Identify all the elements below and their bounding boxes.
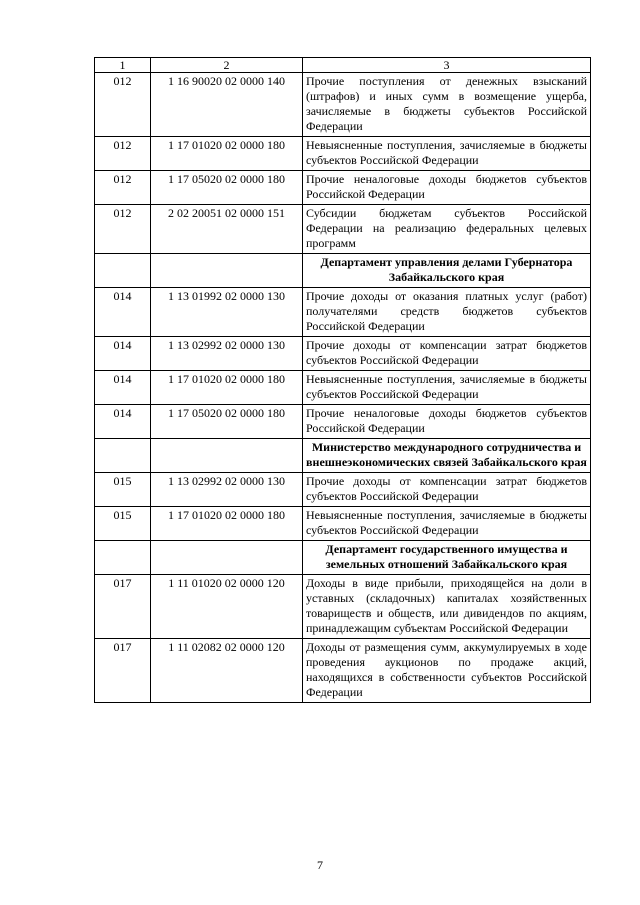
revenue-code-cell: 1 13 02992 02 0000 130 xyxy=(151,337,303,371)
department-title: Департамент государственного имущества и земельных отношений Забайкальского края xyxy=(303,541,591,575)
revenue-description-cell: Невыясненные поступления, зачисляемые в бюджеты субъектов Российской Федерации xyxy=(303,371,591,405)
admin-code-cell: 014 xyxy=(95,405,151,439)
admin-code-cell: 012 xyxy=(95,171,151,205)
table-row xyxy=(95,137,591,171)
revenue-code-cell: 1 17 05020 02 0000 180 xyxy=(151,171,303,205)
admin-code-cell: 015 xyxy=(95,473,151,507)
admin-code-cell: 014 xyxy=(95,288,151,337)
revenue-description-cell: Прочие неналоговые доходы бюджетов субъектов Российской Федерации xyxy=(303,171,591,205)
revenue-code-cell: 1 13 01992 02 0000 130 xyxy=(151,288,303,337)
revenue-description-cell: Прочие поступления от денежных взысканий (штрафов) и иных сумм в возмещение ущерба, зачисляемые в бюджеты субъектов Российской Федерации xyxy=(303,73,591,137)
revenue-description-cell: Прочие доходы от оказания платных услуг (работ) получателями средств бюджетов субъектов Российской Федерации xyxy=(303,288,591,337)
department-heading-row xyxy=(95,254,591,288)
table-row xyxy=(95,171,591,205)
revenue-description-cell: Прочие неналоговые доходы бюджетов субъектов Российской Федерации xyxy=(303,405,591,439)
empty-cell xyxy=(151,439,303,473)
admin-code-cell: 017 xyxy=(95,575,151,639)
admin-code-cell: 017 xyxy=(95,639,151,703)
empty-cell xyxy=(151,541,303,575)
department-heading-row xyxy=(95,541,591,575)
revenue-code-cell: 2 02 20051 02 0000 151 xyxy=(151,205,303,254)
revenue-description-cell: Субсидии бюджетам субъектов Российской Федерации на реализацию федеральных целевых программ xyxy=(303,205,591,254)
header-col-2: 2 xyxy=(151,58,303,73)
table-row xyxy=(95,575,591,639)
admin-code-cell: 012 xyxy=(95,137,151,171)
revenue-description-cell: Прочие доходы от компенсации затрат бюджетов субъектов Российской Федерации xyxy=(303,337,591,371)
admin-code-cell: 012 xyxy=(95,205,151,254)
table-row xyxy=(95,73,591,137)
department-heading-row xyxy=(95,439,591,473)
department-title: Министерство международного сотрудничества и внешнеэкономических связей Забайкальского края xyxy=(303,439,591,473)
table-row xyxy=(95,205,591,254)
revenue-description-cell: Доходы от размещения сумм, аккумулируемых в ходе проведения аукционов по продаже акций, находящихся в собственности субъектов Российской Федерации xyxy=(303,639,591,703)
table-row xyxy=(95,288,591,337)
revenue-description-cell: Доходы в виде прибыли, приходящейся на доли в уставных (складочных) капиталах хозяйственных товариществ и обществ, или дивидендов по акциям, принадлежащим субъектам Российской Федерации xyxy=(303,575,591,639)
header-col-1: 1 xyxy=(95,58,151,73)
empty-cell xyxy=(95,541,151,575)
revenue-description-cell: Невыясненные поступления, зачисляемые в бюджеты субъектов Российской Федерации xyxy=(303,507,591,541)
table-row xyxy=(95,371,591,405)
header-col-3: 3 xyxy=(303,58,591,73)
revenue-description-cell: Прочие доходы от компенсации затрат бюджетов субъектов Российской Федерации xyxy=(303,473,591,507)
table-body xyxy=(95,73,591,703)
empty-cell xyxy=(151,254,303,288)
revenue-code-cell: 1 13 02992 02 0000 130 xyxy=(151,473,303,507)
revenue-code-cell: 1 16 90020 02 0000 140 xyxy=(151,73,303,137)
table-row xyxy=(95,405,591,439)
department-title: Департамент управления делами Губернатора Забайкальского края xyxy=(303,254,591,288)
revenue-code-cell: 1 11 01020 02 0000 120 xyxy=(151,575,303,639)
revenue-code-cell: 1 17 05020 02 0000 180 xyxy=(151,405,303,439)
admin-code-cell: 014 xyxy=(95,337,151,371)
table-row xyxy=(95,337,591,371)
revenue-code-cell: 1 11 02082 02 0000 120 xyxy=(151,639,303,703)
table-row xyxy=(95,507,591,541)
revenue-codes-table xyxy=(94,57,591,703)
admin-code-cell: 014 xyxy=(95,371,151,405)
table-header-row xyxy=(95,58,591,73)
revenue-description-cell: Невыясненные поступления, зачисляемые в бюджеты субъектов Российской Федерации xyxy=(303,137,591,171)
revenue-code-cell: 1 17 01020 02 0000 180 xyxy=(151,507,303,541)
revenue-code-cell: 1 17 01020 02 0000 180 xyxy=(151,371,303,405)
table-row xyxy=(95,639,591,703)
revenue-code-cell: 1 17 01020 02 0000 180 xyxy=(151,137,303,171)
admin-code-cell: 012 xyxy=(95,73,151,137)
page-number: 7 xyxy=(317,858,323,872)
empty-cell xyxy=(95,439,151,473)
empty-cell xyxy=(95,254,151,288)
table-row xyxy=(95,473,591,507)
admin-code-cell: 015 xyxy=(95,507,151,541)
